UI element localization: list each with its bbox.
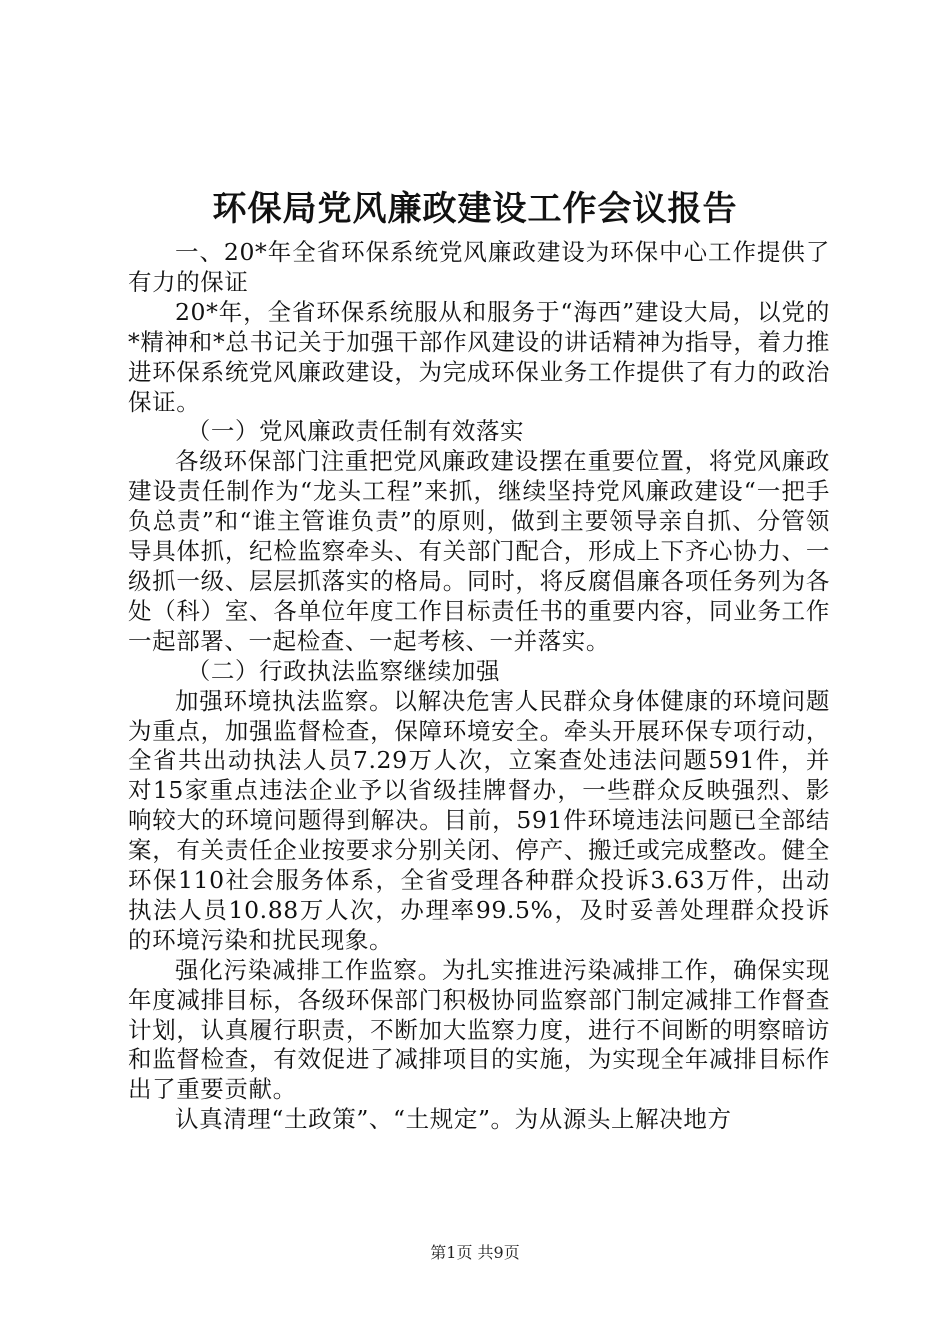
body-paragraph: 强化污染减排工作监察。为扎实推进污染减排工作，确保实现年度减排目标，各级环保部门积极协同监察部门制定减排工作督查计划，认真履行职责，不断加大监察力度，进行不间断的明察暗访和监督检查，有效促进了减排项目的实施，为实现全年减排目标作出了重要贡献。 — [128, 955, 830, 1104]
body-paragraph: 各级环保部门注重把党风廉政建设摆在重要位置，将党风廉政建设责任制作为“龙头工程”来抓，继续坚持党风廉政建设“一把手负总责”和“谁主管谁负责”的原则，做到主要领导亲自抓、分管领导具体抓，纪检监察牵头、有关部门配合，形成上下齐心协力、一级抓一级、层层抓落实的格局。同时，将反腐倡廉各项任务列为各处（科）室、各单位年度工作目标责任书的重要内容，同业务工作一起部署、一起检查、一起考核、一并落实。 — [128, 447, 830, 655]
body-paragraph: 认真清理“土政策”、“土规定”。为从源头上解决地方 — [175, 1105, 732, 1134]
page-number-footer: 第1页 共9页 — [430, 1243, 520, 1262]
section-heading-1: 一、20*年全省环保系统党风廉政建设为环保中心工作提供了有力的保证 — [128, 238, 830, 296]
subsection-heading-1: （一）党风廉政责任制有效落实 — [186, 417, 525, 446]
body-paragraph: 加强环境执法监察。以解决危害人民群众身体健康的环境问题为重点，加强监督检查，保障环境安全。牵头开展环保专项行动，全省共出动执法人员7.29万人次，立案查处违法问题591件，并对15家重点违法企业予以省级挂牌督办，一些群众反映强烈、影响较大的环境问题得到解决。目前，591件环境违法问题已全部结案，有关责任企业按要求分别关闭、停产、搬迁或完成整改。健全环保110社会服务体系，全省受理各种群众投诉3.63万件，出动执法人员10.88万人次，办理率99.5%，及时妥善处理群众投诉的环境污染和扰民现象。 — [128, 686, 830, 954]
document-title: 环保局党风廉政建设工作会议报告 — [212, 189, 738, 229]
document-body — [128, 238, 830, 1135]
body-paragraph: 20*年，全省环保系统服从和服务于“海西”建设大局，以党的*精神和*总书记关于加强干部作风建设的讲话精神为指导，着力推进环保系统党风廉政建设，为完成环保业务工作提供了有力的政治保证。 — [128, 297, 830, 416]
subsection-heading-2: （二）行政执法监察继续加强 — [186, 656, 501, 685]
